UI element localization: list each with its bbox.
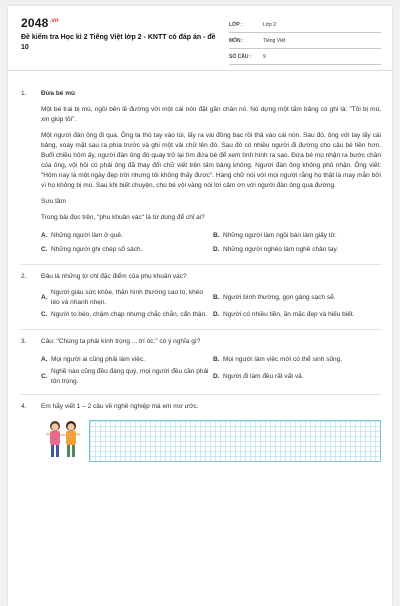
option-a[interactable]: A. Mọi người ai cũng phải làm việc. — [41, 356, 145, 363]
question-2 — [21, 272, 381, 322]
question-divider — [21, 264, 381, 265]
question-1 — [21, 89, 381, 257]
answer-options — [41, 353, 381, 387]
document-header — [8, 6, 392, 72]
question-number: 1. — [21, 90, 27, 97]
option-d[interactable]: D. Người có nhiều tiền, ăn mặc đẹp và hiếu biết. — [213, 311, 355, 318]
question-4 — [21, 402, 381, 464]
children-illustration-icon — [41, 416, 85, 464]
question-text: Trong bài đọc trên, "phu khuân vác" là từ dùng để chỉ ai? — [41, 214, 205, 221]
questions-content — [21, 89, 381, 464]
option-b[interactable]: B. Người bình thường, gọn gàng sạch sẽ. — [213, 294, 336, 301]
option-d[interactable]: D. Người đi làm đều rất vất vả. — [213, 373, 304, 380]
reading-source: Sưu tầm — [41, 198, 66, 205]
option-a[interactable]: A. Người giàu sức khỏe, thân hình thường cao to, khéo léo và nhanh nhẹn. — [41, 289, 204, 306]
answer-area — [41, 416, 381, 464]
question-number: 4. — [21, 403, 27, 410]
answer-options — [41, 288, 381, 322]
question-text: Câu: "Chúng ta phải kính trọng ... trí óc." có ý nghĩa gì? — [41, 338, 201, 345]
header-divider — [8, 70, 392, 71]
reading-paragraph-1: Một bé trai bị mù, ngồi bên lề đường với một cái nón đặt gần chân nó. Nó dựng một tấm bảng có ghi là: "Tôi bị mù, xin giúp tôi". — [41, 106, 381, 123]
document-title: Đề kiểm tra Học kì 2 Tiếng Việt lớp 2 - KNTT có đáp án - đề 10 — [21, 34, 216, 51]
info-table — [229, 17, 381, 65]
option-b[interactable]: B. Những người làm ngồi bán làm giấy tờ. — [213, 232, 337, 239]
question-number: 3. — [21, 338, 27, 345]
question-divider — [21, 329, 381, 330]
question-number: 2. — [21, 273, 27, 280]
option-d[interactable]: D. Những người nghèo làm nghề chân tay. — [213, 246, 339, 253]
option-a[interactable]: A. Những người làm ở quê. — [41, 232, 123, 239]
info-row-subject: MÔN : Tiếng Việt — [229, 33, 381, 49]
handwriting-grid[interactable] — [89, 420, 381, 462]
option-c[interactable]: C. Người to béo, chậm chạp nhưng chắc chắn, cẩn thận. — [41, 311, 208, 318]
reading-title: Đừa bé mù — [41, 90, 75, 97]
option-c[interactable]: C. Nghề nào cũng đều đáng quý, mọi người đều cần phải tôn trọng. — [41, 368, 209, 385]
question-text: Đâu là những từ chỉ đặc điểm của phu khuân vác? — [41, 273, 187, 280]
reading-paragraph-2: Một người đàn ông đi qua. Ông ta thò tay vào túi, lấy ra vài đồng bạc rồi thả vào cái nón. Sau đó, ông với tay lấy cái bảng, xoay mặt sau ra phía trước và ghi một vài chữ lên đó. Sau đó có nhiều người đi đường cho cậu bé tiền hơn. Buổi chiều hôm ấy, người đàn ông đó quay trở lại tìm đứa bé để xem tình hình ra sao. Đứa bé mù nhận ra bước chân của ông, vội hỏi có phải ông đã thay đổi chữ viết trên tấm bảng không. Người đàn ông không phủ nhận. Ông viết: "Hôm nay là một ngày đẹp trời nhưng tôi không thấy được". Hàng chữ nói với mọi người rằng họ thật là may mắn bởi vì họ không bị mù. Sau khi biết chuyện, chú bé vội vàng nói lời cảm ơn với người đàn ông qua đường. — [41, 132, 381, 189]
site-logo[interactable]: $2048^{.vn}$ — [21, 16, 59, 30]
option-b[interactable]: B. Mọi người làm việc mới có thể sinh sống. — [213, 356, 343, 363]
answer-options — [41, 229, 381, 257]
document-page — [8, 6, 392, 606]
question-text: Em hãy viết 1 – 2 câu về nghề nghiệp mà em mơ ước. — [41, 403, 199, 410]
question-divider — [21, 394, 381, 395]
question-3 — [21, 337, 381, 387]
info-row-question-count: SỐ CÂU : 9 — [229, 49, 381, 65]
option-c[interactable]: C. Những người ghi chép sổ sách. — [41, 246, 143, 253]
info-row-class: LỚP : Lớp 2 — [229, 17, 381, 33]
